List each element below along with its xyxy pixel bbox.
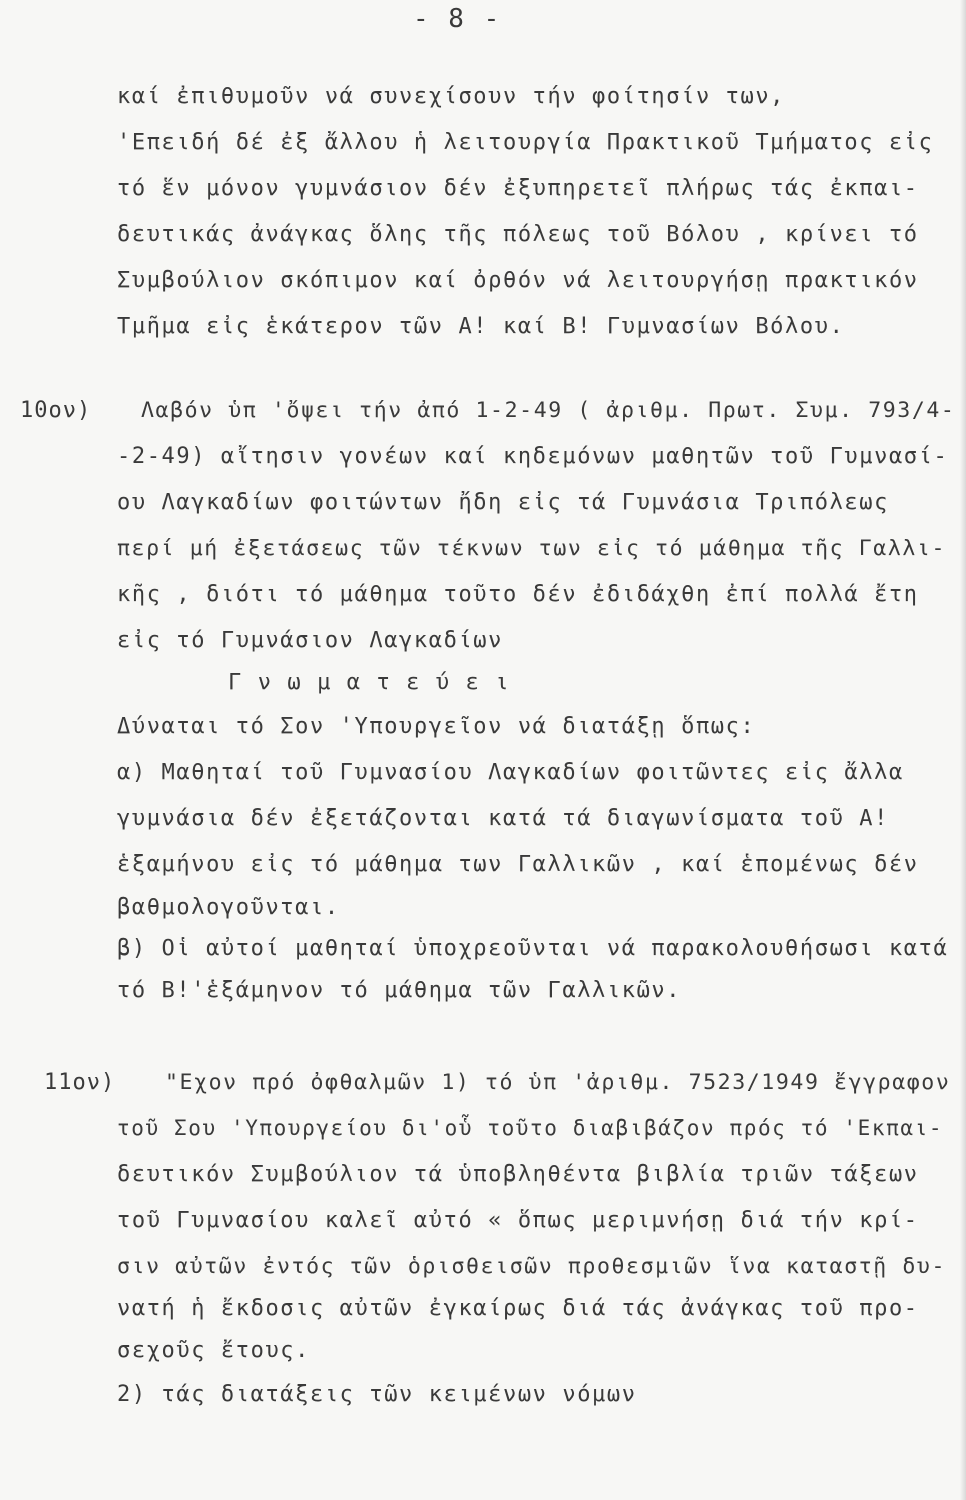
text-line: καί ἐπιθυμοῦν νά συνεχίσουν τήν φοίτησίν των, — [117, 84, 786, 109]
text-line: ου Λαγκαδίων φοιτώντων ἤδη εἰς τά Γυμνάσια Τριπόλεως — [117, 490, 889, 515]
text-line: βαθμολογοῦνται. — [117, 895, 340, 920]
text-line: Τμῆμα εἰς ἑκάτερον τῶν Α! καί Β! Γυμνασίων Βόλου. — [117, 314, 845, 339]
text-line: εἰς τό Γυμνάσιον Λαγκαδίων — [117, 628, 503, 653]
item-number-label: 10ον) — [20, 398, 92, 423]
text-line: "Εχον πρό ὀφθαλμῶν 1) τό ὑπ 'ἀριθμ. 7523/1949 ἔγγραφον — [165, 1070, 951, 1095]
text-line: -2-49) αἴτησιν γονέων καί κηδεμόνων μαθητῶν τοῦ Γυμνασί- — [117, 444, 949, 469]
text-line: 'Επειδή δέ ἐξ ἄλλου ἡ λειτουργία Πρακτικοῦ Τμήματος εἰς — [117, 130, 934, 155]
page-edge-shadow — [960, 0, 966, 1500]
text-line: σιν αὐτῶν ἐντός τῶν ὁρισθεισῶν προθεσμιῶν ἵνα καταστῇ δυ- — [117, 1254, 947, 1279]
text-line: σεχοῦς ἔτους. — [117, 1338, 310, 1363]
text-line: γυμνάσια δέν ἐξετάζονται κατά τά διαγωνίσματα τοῦ Α! — [117, 806, 889, 831]
text-line: τοῦ Γυμνασίου καλεῖ αὐτό « ὅπως μεριμνήσῃ διά τήν κρί- — [117, 1208, 919, 1233]
text-line: τοῦ Σου 'Υπουργείου δι'οὗ τοῦτο διαβιβάζον πρός τό 'Εκπαι- — [117, 1116, 944, 1140]
text-line: Λαβόν ὑπ 'ὄψει τήν ἀπό 1-2-49 ( ἀριθμ. Πρωτ. Συμ. 793/4- — [141, 398, 956, 423]
item-number-label: 11ον) — [44, 1070, 116, 1095]
text-line: δευτικάς ἀνάγκας ὅλης τῆς πόλεως τοῦ Βόλου , κρίνει τό — [117, 222, 919, 247]
text-line: 2) τάς διατάξεις τῶν κειμένων νόμων — [117, 1382, 637, 1407]
text-line: τό ἕν μόνον γυμνάσιον δέν ἐξυπηρετεῖ πλήρως τάς ἐκπαι- — [117, 176, 919, 201]
text-line: α) Μαθηταί τοῦ Γυμνασίου Λαγκαδίων φοιτῶντες εἰς ἄλλα — [117, 760, 904, 785]
text-line: τό Β!'ἑξάμηνον τό μάθημα τῶν Γαλλικῶν. — [117, 978, 682, 1003]
text-line: νατή ἡ ἔκδοσις αὐτῶν ἐγκαίρως διά τάς ἀνάγκας τοῦ προ- — [117, 1296, 919, 1321]
text-line: περί μή ἐξετάσεως τῶν τέκνων των εἰς τό μάθημα τῆς Γαλλι- — [117, 536, 947, 561]
page-number: - 8 - — [413, 4, 502, 34]
section-heading: Γ ν ω μ α τ ε ύ ε ι — [228, 670, 511, 695]
text-line: δευτικόν Συμβούλιον τά ὑποβληθέντα βιβλία τριῶν τάξεων — [117, 1162, 919, 1187]
text-line: Δύναται τό Σον 'Υπουργεῖον νά διατάξῃ ὅπως: — [117, 714, 756, 739]
text-line: ἑξαμήνου εἰς τό μάθημα των Γαλλικῶν , καί ἑπομένως δέν — [117, 852, 919, 877]
text-line: κῆς , διότι τό μάθημα τοῦτο δέν ἐδιδάχθη ἐπί πολλά ἔτη — [117, 582, 919, 607]
text-line: Συμβούλιον σκόπιμον καί ὀρθόν νά λειτουργήσῃ πρακτικόν — [117, 268, 919, 293]
text-line: β) Οἱ αὐτοί μαθηταί ὑποχρεοῦνται νά παρακολουθήσωσι κατά — [117, 936, 949, 961]
